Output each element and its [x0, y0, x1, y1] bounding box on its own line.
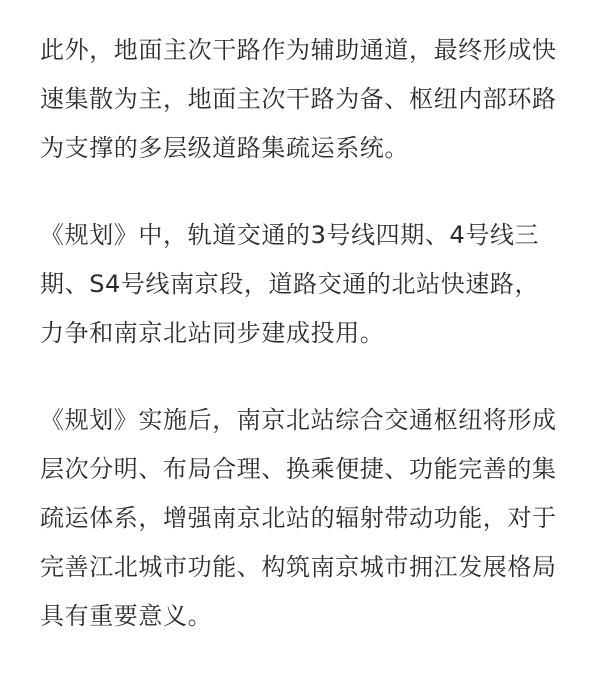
text-line: 速集散为主，地面主次干路为备、枢纽内部环路	[40, 85, 557, 113]
article-body	[40, 26, 565, 679]
text-line: 完善江北城市功能、构筑南京城市拥江发展格局	[40, 553, 557, 581]
text-line: 具有重要意义。	[40, 602, 213, 630]
text-line: 期、S4号线南京段，道路交通的北站快速路，	[40, 270, 540, 298]
text-line: 力争和南京北站同步建成投用。	[40, 319, 385, 347]
paragraph-plan-transit	[40, 211, 565, 358]
text-line: 为支撑的多层级道路集疏运系统。	[40, 134, 409, 162]
text-line: 层次分明、布局合理、换乘便捷、功能完善的集	[40, 455, 557, 483]
paragraph-auxiliary-roads	[40, 26, 565, 173]
paragraph-plan-outcome	[40, 396, 565, 641]
text-line: 疏运体系，增强南京北站的辐射带动功能，对于	[40, 504, 557, 532]
text-line: 《规划》中，轨道交通的3号线四期、4号线三	[40, 221, 540, 249]
text-line: 此外，地面主次干路作为辅助通道，最终形成快	[40, 36, 557, 64]
text-line: 《规划》实施后，南京北站综合交通枢纽将形成	[40, 406, 557, 434]
